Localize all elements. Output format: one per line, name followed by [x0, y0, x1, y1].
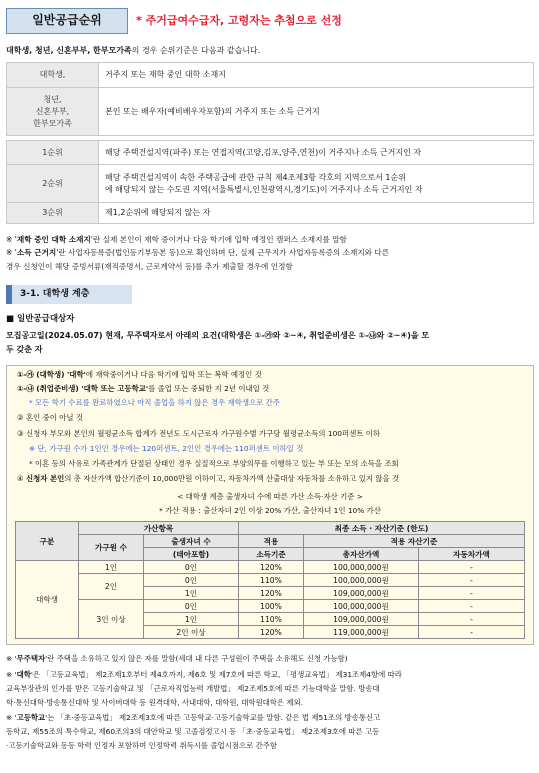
criteria-table: [6, 62, 534, 136]
note-line: ※ '재학 중인 대학 소재지'란 실제 본인이 재학 중이거나 다음 학기에 입학 예정인 캠퍼스 소재지를 말함: [6, 235, 347, 244]
requirement-line: ③ 신청자 부모와 본인의 월평균소득 합계가 전년도 도시근로자 가구원수별 가구당 월평균소득의 100퍼센트 이하: [17, 429, 381, 438]
income-caption: < 대학생 계층 출생자녀 수에 따른 가산 소득·자산 기준 >: [177, 492, 363, 501]
footnote-line: ※ '대학'은 「고등교육법」 제2조제1호부터 제4호까지, 제6호 및 제7호에 따른 학교, 「평생교육법」 제31조제4항에 따라: [6, 670, 402, 679]
announce-line: 모집공고일(2024.05.07) 현재, 무주택자로서 아래의 요건(대학생은 ①-㉮와 ②~④, 취업준비생은 ①-㉯와 ②~④)을 모: [6, 331, 430, 340]
header-births: 출생자녀 수: [144, 535, 239, 548]
income-row: [16, 600, 525, 613]
requirement-note: * 모든 학기 수료를 완료하였으나 아직 졸업을 하지 않은 경우 재학생으로 간주: [29, 398, 280, 407]
income-cell: 110%: [239, 574, 304, 587]
section-title: 일반공급순위: [6, 8, 128, 34]
members-cell: 3인 이상: [79, 600, 144, 639]
requirement-line: ② 혼인 중이 아닐 것: [17, 413, 83, 422]
footnote-line: ※ '고등학교'는 「초·중등교육법」 제2조제3호에 따른 고등학교·고등기술학교를 말함. 같은 법 제51조의 방송통신고: [6, 713, 381, 722]
rank-key: 2순위: [7, 165, 99, 203]
births-cell: 0인: [144, 561, 239, 574]
births-cell: 0인: [144, 574, 239, 587]
note-line: 경우 신청인이 해당 증빙서류(재직증명서, 근로계약서 등)를 추가 제출할 경우에 인정함: [6, 262, 293, 271]
asset-cell: 109,000,000원: [304, 613, 419, 626]
asset-cell: 100,000,000원: [304, 561, 419, 574]
announce-line: 두 갖춘 자: [6, 345, 43, 354]
intro-text: [6, 45, 260, 57]
income-row: [16, 561, 525, 574]
note-line: ※ '소득 근거지'란 사업자등록증(법인등기부등본 등)으로 확인하며 단, 실제 근무지가 사업자등록증의 소재지와 다른: [6, 248, 390, 257]
header-total-asset: 총자산가액: [304, 548, 419, 561]
income-header-row: [16, 535, 525, 548]
header-apply: 적용: [239, 535, 304, 548]
rank-key: 3순위: [7, 203, 99, 224]
income-table: [15, 521, 525, 639]
members-cell: 1인: [79, 561, 144, 574]
subhead: ■ 일반공급대상자: [6, 314, 75, 324]
intro-rest: 의 경우 순위기준은 다음과 같습니다.: [131, 46, 261, 55]
requirement-line: ①-㉯ (취업준비생) '대학 또는 고등학교'를 졸업 또는 중퇴한 지 2년 이내일 것: [17, 384, 270, 393]
income-cell: 120%: [239, 561, 304, 574]
criteria-key: 청년, 신혼부부, 한부모가족: [7, 88, 99, 136]
rank-value: 해당 주택건설지역(파주) 또는 연접지역(고양,김포,양주,연천)이 거주지나 소득 근거지인 자: [99, 141, 534, 165]
rank-table: [6, 140, 534, 224]
income-cell: 120%: [239, 626, 304, 639]
rank-value-line: 해당 주택건설지역이 속한 주택공급에 관한 규칙 제4조제3항 각호의 지역으로서 1순위: [105, 172, 406, 182]
group-cell: 대학생: [16, 561, 79, 639]
rank-row: [7, 165, 534, 203]
criteria-key: 대학생,: [7, 63, 99, 88]
requirement-note: ※ 단, 가구원 수가 1인인 경우에는 120퍼센트, 2인인 경우에는 110퍼센트 이하일 것: [29, 444, 304, 453]
criteria-row: [7, 88, 534, 136]
asset-cell: 100,000,000원: [304, 600, 419, 613]
footnote-line: 등학교, 제55조의 특수학교, 제60조의3의 대안학교 및 고졸검정고시 등 「초·중등교육법」 제2조제3호에 따른 고등: [6, 727, 380, 736]
births-cell: 2인 이상: [144, 626, 239, 639]
car-cell: -: [419, 600, 525, 613]
rank-row: [7, 141, 534, 165]
asset-cell: 100,000,000원: [304, 574, 419, 587]
footnote-line: 학·통신대학·방송통신대학 및 사이버대학 등 원격대학, 사내대학, 대학원, 대학원대학은 제외.: [6, 698, 304, 707]
header-group: 구분: [16, 522, 79, 561]
header-asset-group: 적용 자산기준: [304, 535, 525, 548]
income-header-row: [16, 522, 525, 535]
title-note: * 주거급여수급자, 고령자는 추첨으로 선정: [136, 14, 342, 27]
car-cell: -: [419, 561, 525, 574]
births-cell: 1인: [144, 587, 239, 600]
header-income: 소득기준: [239, 548, 304, 561]
header-births2: (태아포함): [144, 548, 239, 561]
rank-key: 1순위: [7, 141, 99, 165]
requirement-line: ①-㉮ (대학생) '대학'에 재학중이거나 다음 학기에 입학 또는 복학 예정인 것: [17, 370, 262, 379]
footnote-line: ※ '무주택자'란 주택을 소유하고 있지 않은 자를 말함(세대 내 다른 구성원이 주택을 소유해도 신청 가능함): [6, 654, 348, 663]
header-car: 자동차가액: [419, 548, 525, 561]
car-cell: -: [419, 574, 525, 587]
requirements-box: [6, 365, 534, 645]
header-members: 가구원 수: [79, 535, 144, 561]
criteria-value: 거주지 또는 재학 중인 대학 소재지: [99, 63, 534, 88]
requirement-note: * 이혼 등의 사유로 가족관계가 단절된 상태인 경우 실질적으로 부양의무를 이행하고 있는 부 또는 모의 소득을 조회: [29, 459, 399, 468]
rank-value: 제1,2순위에 해당되지 않는 자: [99, 203, 534, 224]
criteria-row: [7, 63, 534, 88]
income-subcaption: * 가산 적용 : 출산자녀 2인 이상 20% 가산, 출산자녀 1인 10% 가산: [159, 506, 381, 515]
header-final: 최종 소득 · 자산기준 (한도): [239, 522, 525, 535]
births-cell: 0인: [144, 600, 239, 613]
income-row: [16, 574, 525, 587]
subsection-heading: 3-1. 대학생 계층: [6, 285, 132, 304]
car-cell: -: [419, 587, 525, 600]
requirement-line: ④ 신청자 본인의 총 자산가액 합산기준이 10,000만원 이하이고, 자동차가액 산출대상 자동차를 소유하고 있지 않을 것: [17, 474, 400, 483]
car-cell: -: [419, 613, 525, 626]
income-cell: 100%: [239, 600, 304, 613]
income-cell: 120%: [239, 587, 304, 600]
rank-row: [7, 203, 534, 224]
footnote-line: 교육부장관의 인가를 받은 고등기술학교 및 「근로자직업능력 개발법」 제2조제5호에 따른 기능대학을 말함. 방송대: [6, 684, 380, 693]
income-cell: 110%: [239, 613, 304, 626]
intro-bold: 대학생, 청년, 신혼부부, 한부모가족: [6, 46, 132, 55]
car-cell: -: [419, 626, 525, 639]
rank-value: [99, 165, 534, 203]
footnote-line: ·고등기술학교와 동등 학력 인정자 포함하며 인정학력 취득시를 졸업시점으로 간주함: [6, 741, 278, 750]
rank-value-line: 에 해당되지 않는 수도권 지역(서울특별시,인천광역시,경기도)이 거주지나 소득 근거지인 자: [105, 184, 423, 194]
members-cell: 2인: [79, 574, 144, 600]
criteria-value: 본인 또는 배우자(예비배우자포함)의 거주지 또는 소득 근거지: [99, 88, 534, 136]
header-add: 가산항목: [79, 522, 239, 535]
asset-cell: 119,000,000원: [304, 626, 419, 639]
births-cell: 1인: [144, 613, 239, 626]
asset-cell: 109,000,000원: [304, 587, 419, 600]
